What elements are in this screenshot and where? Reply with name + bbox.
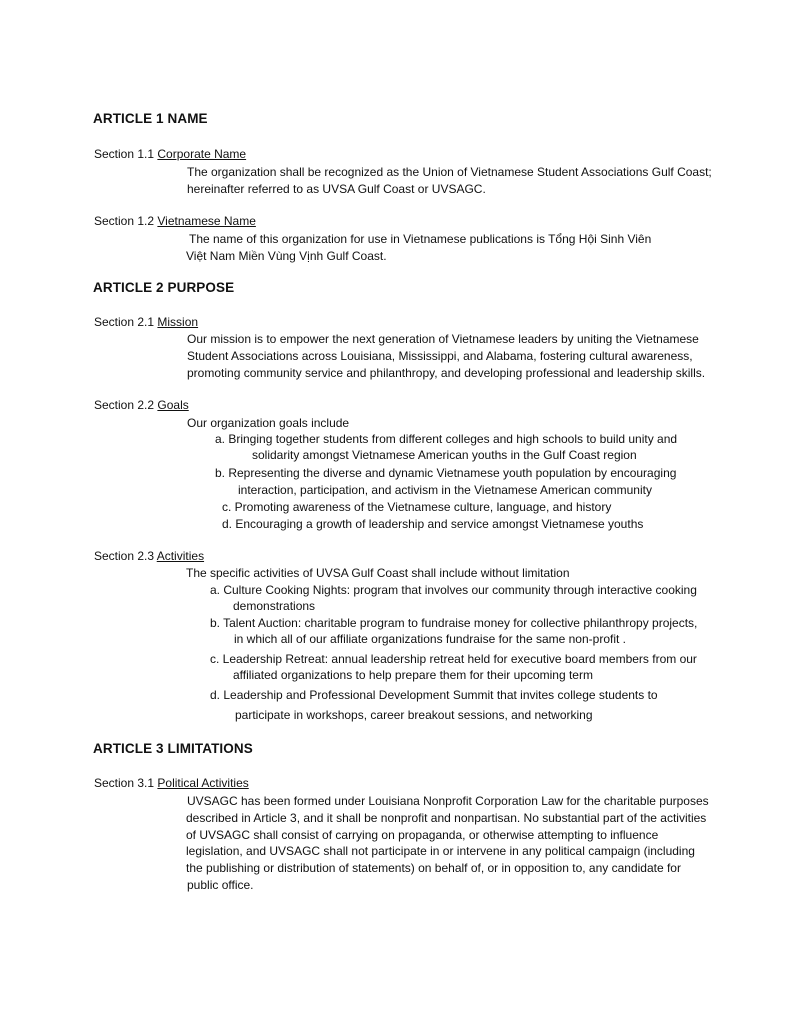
goal-item-d: d. Encouraging a growth of leadership and service amongst Vietnamese youths [222, 517, 644, 531]
goal-item-a: a. Bringing together students from different colleges and high schools to build unity and [215, 432, 678, 446]
section-3-1-body [186, 793, 709, 894]
activity-item-d: d. Leadership and Professional Development Summit that invites college students to [210, 688, 658, 702]
section-2-2-heading [94, 398, 189, 412]
section-2-3-heading [94, 549, 204, 563]
article-2-heading: ARTICLE 2 PURPOSE [93, 280, 235, 295]
article-1-heading: ARTICLE 1 NAME [93, 111, 208, 126]
body-line: of UVSAGC shall consist of carrying on propaganda, or otherwise attempting to influence [186, 827, 659, 842]
section-1-1-body [187, 164, 712, 198]
section-2-1-body [187, 331, 705, 381]
body-line: Student Associations across Louisiana, Mississippi, and Alabama, fostering cultural awareness, [187, 348, 693, 363]
section-number: Section 1.1 [94, 147, 155, 161]
activity-item-a: a. Culture Cooking Nights: program that involves our community through interactive cooking [210, 583, 697, 597]
section-number: Section 2.1 [94, 315, 155, 329]
activity-item-b-continued: in which all of our affiliate organizations fundraise for the same non-profit . [234, 632, 626, 646]
activity-item-a-continued: demonstrations [233, 599, 316, 613]
activity-item-c: c. Leadership Retreat: annual leadership retreat held for executive board members from our [210, 652, 697, 666]
goal-item-a-continued: solidarity amongst Vietnamese American youths in the Gulf Coast region [252, 448, 637, 462]
section-title: Activities [156, 549, 205, 563]
body-line: public office. [187, 877, 254, 892]
body-line: The name of this organization for use in Vietnamese publications is Tổng Hội Sinh Viên [189, 232, 652, 246]
activity-item-b: b. Talent Auction: charitable program to fundraise money for collective philanthropy projects, [210, 616, 698, 630]
activity-item-c-continued: affiliated organizations to help prepare them for their upcoming term [233, 668, 593, 682]
body-line: Our mission is to empower the next generation of Vietnamese leaders by uniting the Vietnamese [187, 332, 699, 346]
section-number: Section 2.2 [94, 398, 155, 412]
section-1-2-heading [94, 214, 256, 228]
activities-intro: The specific activities of UVSA Gulf Coast shall include without limitation [186, 566, 570, 580]
section-2-1-heading [94, 315, 198, 329]
body-line: The organization shall be recognized as the Union of Vietnamese Student Associations Gulf Coast; [187, 165, 712, 179]
section-title: Corporate Name [157, 147, 247, 161]
goal-item-c: c. Promoting awareness of the Vietnamese culture, language, and history [222, 500, 612, 514]
goals-intro: Our organization goals include [187, 416, 350, 430]
goal-item-b-continued: interaction, participation, and activism in the Vietnamese American community [238, 483, 652, 497]
section-3-1-heading [94, 776, 249, 790]
body-line: UVSAGC has been formed under Louisiana Nonprofit Corporation Law for the charitable purposes [187, 794, 709, 808]
section-1-2-body [186, 231, 651, 265]
section-title: Mission [157, 315, 199, 329]
section-number: Section 2.3 [94, 549, 155, 563]
goal-item-b: b. Representing the diverse and dynamic Vietnamese youth population by encouraging [215, 466, 677, 480]
activity-item-d-continued: participate in workshops, career breakout sessions, and networking [235, 708, 593, 722]
section-1-1-heading [94, 147, 246, 161]
section-number: Section 3.1 [94, 776, 155, 790]
body-line: described in Article 3, and it shall be nonprofit and nonpartisan. No substantial part of the activities [186, 810, 707, 825]
article-3-heading: ARTICLE 3 LIMITATIONS [93, 741, 253, 756]
section-title: Political Activities [157, 776, 249, 790]
body-line: hereinafter referred to as UVSA Gulf Coast or UVSAGC. [187, 181, 486, 196]
body-line: legislation, and UVSAGC shall not participate in or intervene in any political campaign (including [186, 844, 695, 859]
section-title: Vietnamese Name [157, 214, 256, 228]
body-line: promoting community service and philanthropy, and developing professional and leadership skills. [187, 365, 706, 380]
section-title: Goals [157, 398, 189, 412]
body-line: the publishing or distribution of statements) on behalf of, or in opposition to, any candidate for [186, 861, 681, 876]
body-line: Việt Nam Miền Vùng Vịnh Gulf Coast. [186, 248, 387, 263]
section-number: Section 1.2 [94, 214, 155, 228]
